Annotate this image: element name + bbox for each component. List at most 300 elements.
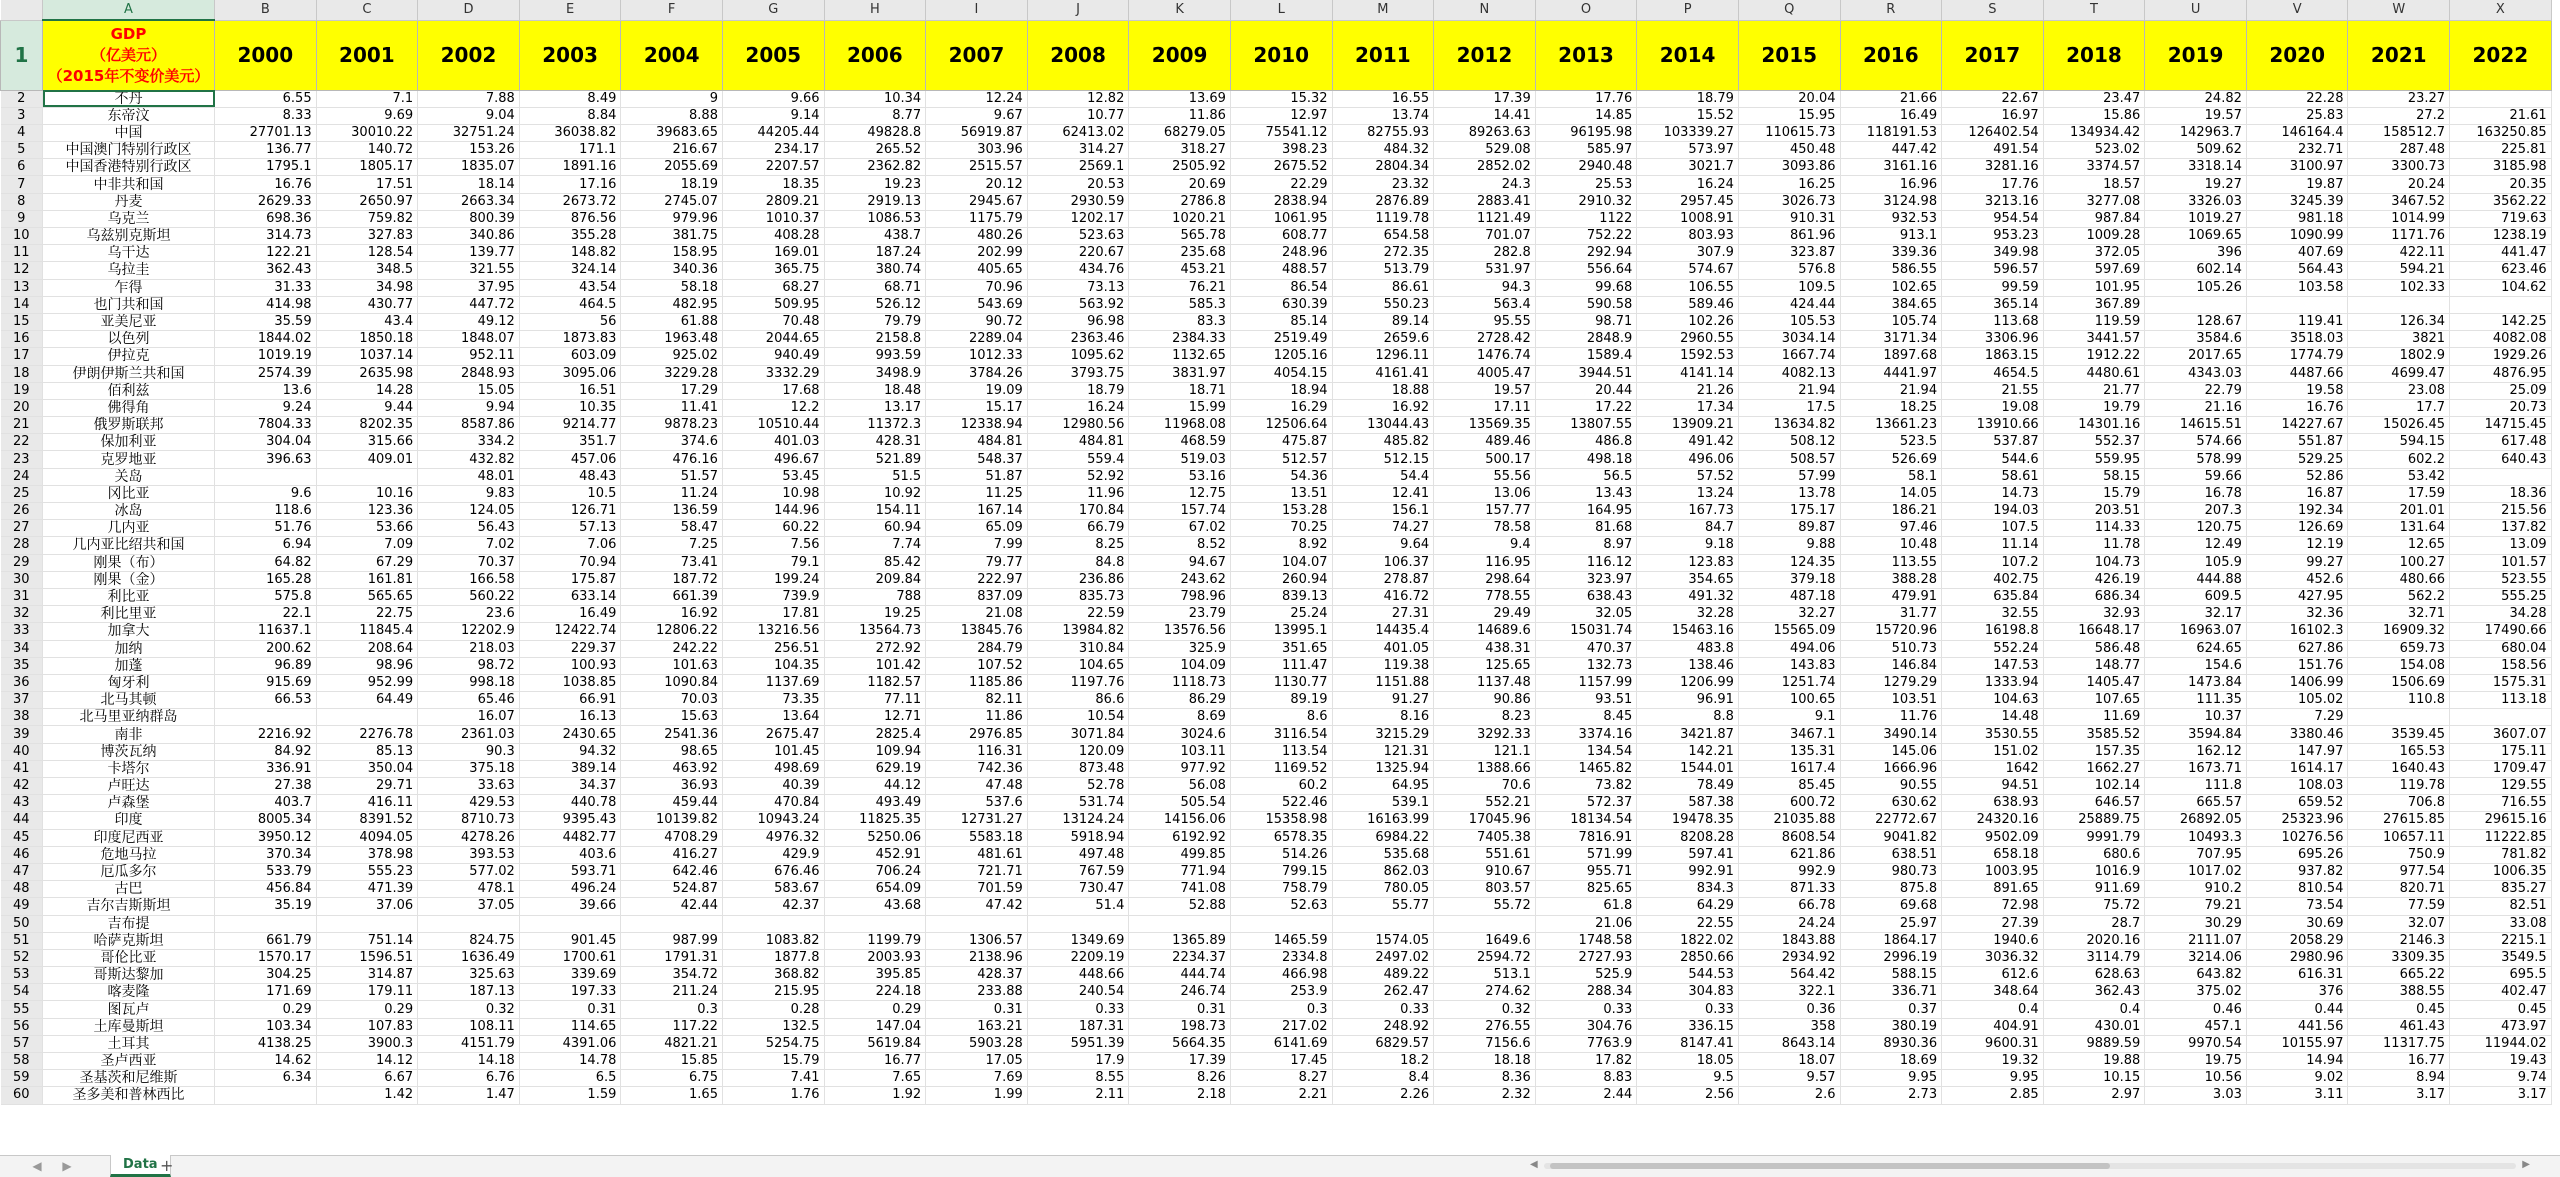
gdp-value-cell[interactable]: 11222.85	[2450, 829, 2552, 846]
gdp-value-cell[interactable]: 18.94	[1230, 382, 1332, 399]
gdp-value-cell[interactable]: 1095.62	[1027, 348, 1129, 365]
gdp-value-cell[interactable]: 66.79	[1027, 520, 1129, 537]
gdp-value-cell[interactable]: 16.25	[1738, 176, 1840, 193]
country-cell[interactable]: 吉布提	[43, 915, 215, 932]
gdp-value-cell[interactable]: 32751.24	[418, 124, 520, 141]
gdp-value-cell[interactable]: 1642	[1942, 760, 2044, 777]
gdp-value-cell[interactable]: 348.5	[316, 262, 418, 279]
gdp-value-cell[interactable]: 1086.53	[824, 210, 926, 227]
gdp-value-cell[interactable]: 64.29	[1637, 898, 1739, 915]
gdp-value-cell[interactable]: 0.29	[316, 1001, 418, 1018]
gdp-value-cell[interactable]: 158512.7	[2348, 124, 2450, 141]
gdp-value-cell[interactable]: 22.1	[215, 606, 317, 623]
gdp-value-cell[interactable]: 3100.97	[2246, 159, 2348, 176]
gdp-value-cell[interactable]: 594.15	[2348, 434, 2450, 451]
year-header-cell[interactable]: 2002	[418, 20, 520, 90]
gdp-value-cell[interactable]: 624.65	[2145, 640, 2247, 657]
gdp-value-cell[interactable]: 16.49	[519, 606, 621, 623]
gdp-value-cell[interactable]: 13.51	[1230, 485, 1332, 502]
gdp-value-cell[interactable]: 240.54	[1027, 984, 1129, 1001]
gdp-value-cell[interactable]: 103.11	[1129, 743, 1231, 760]
gdp-value-cell[interactable]: 14.05	[1840, 485, 1942, 502]
gdp-value-cell[interactable]: 576.8	[1738, 262, 1840, 279]
gdp-value-cell[interactable]: 483.8	[1637, 640, 1739, 657]
gdp-value-cell[interactable]: 20.04	[1738, 90, 1840, 107]
row-number[interactable]: 54	[1, 984, 43, 1001]
gdp-value-cell[interactable]: 602.2	[2348, 451, 2450, 468]
gdp-value-cell[interactable]: 8.45	[1535, 709, 1637, 726]
gdp-value-cell[interactable]: 980.73	[1840, 863, 1942, 880]
gdp-value-cell[interactable]: 12.82	[1027, 90, 1129, 107]
gdp-value-cell[interactable]: 284.79	[926, 640, 1028, 657]
gdp-value-cell[interactable]: 1863.15	[1942, 348, 2044, 365]
gdp-value-cell[interactable]: 2497.02	[1332, 949, 1434, 966]
gdp-value-cell[interactable]: 55.56	[1434, 468, 1536, 485]
gdp-value-cell[interactable]: 148.77	[2043, 657, 2145, 674]
gdp-value-cell[interactable]: 90.86	[1434, 692, 1536, 709]
gdp-value-cell[interactable]: 954.54	[1942, 210, 2044, 227]
gdp-value-cell[interactable]: 16.49	[1840, 107, 1942, 124]
gdp-value-cell[interactable]: 3584.6	[2145, 331, 2247, 348]
gdp-value-cell[interactable]: 563.92	[1027, 296, 1129, 313]
gdp-value-cell[interactable]: 145.06	[1840, 743, 1942, 760]
gdp-value-cell[interactable]: 574.66	[2145, 434, 2247, 451]
gdp-value-cell[interactable]: 325.9	[1129, 640, 1231, 657]
gdp-value-cell[interactable]: 810.54	[2246, 881, 2348, 898]
gdp-value-cell[interactable]: 16.51	[519, 382, 621, 399]
gdp-value-cell[interactable]: 25.24	[1230, 606, 1332, 623]
gdp-value-cell[interactable]: 11.76	[1840, 709, 1942, 726]
gdp-value-cell[interactable]: 11.41	[621, 399, 723, 416]
gdp-value-cell[interactable]: 32.36	[2246, 606, 2348, 623]
gdp-value-cell[interactable]: 521.89	[824, 451, 926, 468]
gdp-value-cell[interactable]: 1157.99	[1535, 674, 1637, 691]
gdp-value-cell[interactable]: 8.88	[621, 107, 723, 124]
gdp-value-cell[interactable]: 18.25	[1840, 399, 1942, 416]
gdp-value-cell[interactable]: 81.68	[1535, 520, 1637, 537]
gdp-value-cell[interactable]: 165.53	[2348, 743, 2450, 760]
gdp-value-cell[interactable]: 560.22	[418, 588, 520, 605]
row-number[interactable]: 1	[1, 20, 43, 90]
gdp-value-cell[interactable]: 998.18	[418, 674, 520, 691]
country-cell[interactable]: 卢森堡	[43, 795, 215, 812]
gdp-value-cell[interactable]: 58.61	[1942, 468, 2044, 485]
gdp-value-cell[interactable]: 105.53	[1738, 313, 1840, 330]
gdp-value-cell[interactable]: 22.67	[1942, 90, 2044, 107]
gdp-value-cell[interactable]: 256.51	[722, 640, 824, 657]
gdp-value-cell[interactable]: 721.71	[926, 863, 1028, 880]
gdp-value-cell[interactable]: 77.11	[824, 692, 926, 709]
gdp-value-cell[interactable]: 2020.16	[2043, 932, 2145, 949]
gdp-value-cell[interactable]: 803.57	[1434, 881, 1536, 898]
gdp-value-cell[interactable]: 14301.16	[2043, 417, 2145, 434]
country-cell[interactable]: 危地马拉	[43, 846, 215, 863]
year-header-cell[interactable]: 2021	[2348, 20, 2450, 90]
gdp-value-cell[interactable]: 234.17	[722, 142, 824, 159]
gdp-value-cell[interactable]: 9.66	[722, 90, 824, 107]
gdp-value-cell[interactable]: 3539.45	[2348, 726, 2450, 743]
gdp-value-cell[interactable]: 2883.41	[1434, 193, 1536, 210]
gdp-value-cell[interactable]: 22.75	[316, 606, 418, 623]
gdp-value-cell[interactable]: 98.72	[418, 657, 520, 674]
gdp-value-cell[interactable]: 304.83	[1637, 984, 1739, 1001]
gdp-value-cell[interactable]: 2234.37	[1129, 949, 1231, 966]
gdp-value-cell[interactable]: 3034.14	[1738, 331, 1840, 348]
gdp-value-cell[interactable]: 354.65	[1637, 571, 1739, 588]
gdp-value-cell[interactable]: 2876.89	[1332, 193, 1434, 210]
gdp-value-cell[interactable]: 643.82	[2145, 967, 2247, 984]
gdp-value-cell[interactable]: 17.45	[1230, 1053, 1332, 1070]
gdp-value-cell[interactable]: 4082.13	[1738, 365, 1840, 382]
gdp-value-cell[interactable]: 3793.75	[1027, 365, 1129, 382]
gdp-value-cell[interactable]: 232.71	[2246, 142, 2348, 159]
gdp-value-cell[interactable]: 479.91	[1840, 588, 1942, 605]
gdp-value-cell[interactable]	[2348, 709, 2450, 726]
gdp-value-cell[interactable]: 99.27	[2246, 554, 2348, 571]
gdp-value-cell[interactable]: 508.57	[1738, 451, 1840, 468]
gdp-value-cell[interactable]: 2.73	[1840, 1087, 1942, 1104]
gdp-value-cell[interactable]: 19.79	[2043, 399, 2145, 416]
gdp-value-cell[interactable]: 5664.35	[1129, 1035, 1231, 1052]
gdp-value-cell[interactable]: 21.26	[1637, 382, 1739, 399]
gdp-value-cell[interactable]: 13909.21	[1637, 417, 1739, 434]
row-number[interactable]: 23	[1, 451, 43, 468]
scrollbar-thumb[interactable]	[1550, 1163, 2110, 1169]
gdp-value-cell[interactable]: 665.57	[2145, 795, 2247, 812]
gdp-value-cell[interactable]: 1802.9	[2348, 348, 2450, 365]
gdp-value-cell[interactable]: 447.42	[1840, 142, 1942, 159]
gdp-value-cell[interactable]: 33.08	[2450, 915, 2552, 932]
row-number[interactable]: 38	[1, 709, 43, 726]
gdp-value-cell[interactable]: 70.96	[926, 279, 1028, 296]
gdp-value-cell[interactable]: 14.73	[1942, 485, 2044, 502]
gdp-value-cell[interactable]	[215, 468, 317, 485]
gdp-value-cell[interactable]: 6.75	[621, 1070, 723, 1087]
gdp-value-cell[interactable]: 18.36	[2450, 485, 2552, 502]
gdp-value-cell[interactable]: 12806.22	[621, 623, 723, 640]
gdp-value-cell[interactable]: 42.44	[621, 898, 723, 915]
gdp-value-cell[interactable]: 10155.97	[2246, 1035, 2348, 1052]
gdp-value-cell[interactable]: 2945.67	[926, 193, 1028, 210]
gdp-value-cell[interactable]	[2246, 296, 2348, 313]
gdp-value-cell[interactable]: 49828.8	[824, 124, 926, 141]
gdp-value-cell[interactable]: 7.69	[926, 1070, 1028, 1087]
gdp-value-cell[interactable]: 752.22	[1535, 228, 1637, 245]
gdp-value-cell[interactable]: 1.99	[926, 1087, 1028, 1104]
gdp-value-cell[interactable]: 388.55	[2348, 984, 2450, 1001]
gdp-value-cell[interactable]: 19.58	[2246, 382, 2348, 399]
gdp-value-cell[interactable]: 304.25	[215, 967, 317, 984]
gdp-value-cell[interactable]: 96.91	[1637, 692, 1739, 709]
gdp-value-cell[interactable]: 89.19	[1230, 692, 1332, 709]
gdp-value-cell[interactable]: 134934.42	[2043, 124, 2145, 141]
gdp-value-cell[interactable]: 2055.69	[621, 159, 723, 176]
gdp-value-cell[interactable]: 19.25	[824, 606, 926, 623]
gdp-value-cell[interactable]: 523.02	[2043, 142, 2145, 159]
country-cell[interactable]: 亚美尼亚	[43, 313, 215, 330]
gdp-value-cell[interactable]: 85.14	[1230, 313, 1332, 330]
gdp-value-cell[interactable]: 799.15	[1230, 863, 1332, 880]
gdp-value-cell[interactable]: 187.72	[621, 571, 723, 588]
gdp-value-cell[interactable]: 2505.92	[1129, 159, 1231, 176]
column-header[interactable]: E	[519, 0, 621, 20]
gdp-value-cell[interactable]: 14689.6	[1434, 623, 1536, 640]
gdp-value-cell[interactable]: 1791.31	[621, 949, 723, 966]
gdp-value-cell[interactable]: 7.41	[722, 1070, 824, 1087]
gdp-value-cell[interactable]: 60.2	[1230, 778, 1332, 795]
gdp-value-cell[interactable]: 101.63	[621, 657, 723, 674]
row-number[interactable]: 34	[1, 640, 43, 657]
gdp-value-cell[interactable]: 153.26	[418, 142, 520, 159]
gdp-value-cell[interactable]: 233.88	[926, 984, 1028, 1001]
row-number[interactable]: 44	[1, 812, 43, 829]
gdp-value-cell[interactable]: 10.15	[2043, 1070, 2145, 1087]
gdp-value-cell[interactable]: 444.88	[2145, 571, 2247, 588]
gdp-value-cell[interactable]: 59.66	[2145, 468, 2247, 485]
row-number[interactable]: 25	[1, 485, 43, 502]
gdp-value-cell[interactable]: 56919.87	[926, 124, 1028, 141]
column-header[interactable]: F	[621, 0, 723, 20]
row-number[interactable]: 6	[1, 159, 43, 176]
row-number[interactable]: 28	[1, 537, 43, 554]
gdp-value-cell[interactable]: 336.91	[215, 760, 317, 777]
gdp-value-cell[interactable]: 1465.82	[1535, 760, 1637, 777]
gdp-value-cell[interactable]: 15.85	[621, 1053, 723, 1070]
gdp-value-cell[interactable]: 901.45	[519, 932, 621, 949]
gdp-value-cell[interactable]: 5254.75	[722, 1035, 824, 1052]
gdp-value-cell[interactable]: 12.41	[1332, 485, 1434, 502]
gdp-value-cell[interactable]: 658.18	[1942, 846, 2044, 863]
gdp-value-cell[interactable]: 2848.93	[418, 365, 520, 382]
gdp-value-cell[interactable]: 1506.69	[2348, 674, 2450, 691]
gdp-value-cell[interactable]: 381.75	[621, 228, 723, 245]
gdp-value-cell[interactable]: 1017.02	[2145, 863, 2247, 880]
gdp-value-cell[interactable]: 18.69	[1840, 1053, 1942, 1070]
gdp-value-cell[interactable]: 4161.41	[1332, 365, 1434, 382]
gdp-value-cell[interactable]: 103.58	[2246, 279, 2348, 296]
gdp-value-cell[interactable]: 3490.14	[1840, 726, 1942, 743]
gdp-value-cell[interactable]: 66.78	[1738, 898, 1840, 915]
gdp-value-cell[interactable]: 15.05	[418, 382, 520, 399]
gdp-value-cell[interactable]: 9991.79	[2043, 829, 2145, 846]
gdp-value-cell[interactable]: 17.34	[1637, 399, 1739, 416]
gdp-value-cell[interactable]: 70.37	[418, 554, 520, 571]
gdp-value-cell[interactable]: 2158.8	[824, 331, 926, 348]
row-number[interactable]: 59	[1, 1070, 43, 1087]
gdp-value-cell[interactable]: 14156.06	[1129, 812, 1231, 829]
gdp-value-cell[interactable]: 0.31	[519, 1001, 621, 1018]
gdp-value-cell[interactable]: 14.12	[316, 1053, 418, 1070]
gdp-value-cell[interactable]: 1171.76	[2348, 228, 2450, 245]
gdp-value-cell[interactable]: 2276.78	[316, 726, 418, 743]
gdp-value-cell[interactable]: 3374.16	[1535, 726, 1637, 743]
gdp-value-cell[interactable]: 1175.79	[926, 210, 1028, 227]
country-cell[interactable]: 北马里亚纳群岛	[43, 709, 215, 726]
gdp-value-cell[interactable]: 132.73	[1535, 657, 1637, 674]
gdp-value-cell[interactable]: 57.99	[1738, 468, 1840, 485]
gdp-value-cell[interactable]: 563.4	[1434, 296, 1536, 313]
gdp-value-cell[interactable]: 834.3	[1637, 881, 1739, 898]
year-header-cell[interactable]: 2011	[1332, 20, 1434, 90]
gdp-value-cell[interactable]: 565.65	[316, 588, 418, 605]
gdp-value-cell[interactable]: 1182.57	[824, 674, 926, 691]
gdp-value-cell[interactable]: 156.1	[1332, 503, 1434, 520]
gdp-value-cell[interactable]: 51.87	[926, 468, 1028, 485]
gdp-value-cell[interactable]: 526.12	[824, 296, 926, 313]
gdp-value-cell[interactable]: 952.99	[316, 674, 418, 691]
gdp-value-cell[interactable]: 106.37	[1332, 554, 1434, 571]
gdp-value-cell[interactable]: 9.69	[316, 107, 418, 124]
gdp-value-cell[interactable]: 3026.73	[1738, 193, 1840, 210]
gdp-value-cell[interactable]: 28.7	[2043, 915, 2145, 932]
gdp-value-cell[interactable]: 602.14	[2145, 262, 2247, 279]
gdp-value-cell[interactable]: 253.9	[1230, 984, 1332, 1001]
gdp-value-cell[interactable]: 552.21	[1434, 795, 1536, 812]
gdp-value-cell[interactable]: 798.96	[1129, 588, 1231, 605]
gdp-value-cell[interactable]: 0.4	[2043, 1001, 2145, 1018]
gdp-value-cell[interactable]: 117.22	[621, 1018, 723, 1035]
gdp-value-cell[interactable]: 11372.3	[824, 417, 926, 434]
gdp-value-cell[interactable]: 9.83	[418, 485, 520, 502]
gdp-value-cell[interactable]	[2450, 296, 2552, 313]
gdp-value-cell[interactable]: 1.42	[316, 1087, 418, 1104]
gdp-value-cell[interactable]: 2635.98	[316, 365, 418, 382]
gdp-value-cell[interactable]: 565.78	[1129, 228, 1231, 245]
gdp-value-cell[interactable]: 0.31	[926, 1001, 1028, 1018]
gdp-value-cell[interactable]: 14.28	[316, 382, 418, 399]
gdp-value-cell[interactable]: 2.26	[1332, 1087, 1434, 1104]
gdp-value-cell[interactable]: 27.39	[1942, 915, 2044, 932]
gdp-value-cell[interactable]: 6192.92	[1129, 829, 1231, 846]
gdp-value-cell[interactable]: 470.37	[1535, 640, 1637, 657]
gdp-value-cell[interactable]: 14.78	[519, 1053, 621, 1070]
gdp-value-cell[interactable]: 4082.08	[2450, 331, 2552, 348]
gdp-value-cell[interactable]: 18.35	[722, 176, 824, 193]
gdp-value-cell[interactable]: 9395.43	[519, 812, 621, 829]
gdp-value-cell[interactable]: 396	[2145, 245, 2247, 262]
gdp-value-cell[interactable]: 27.31	[1332, 606, 1434, 623]
add-sheet-icon[interactable]: +	[160, 1156, 174, 1175]
gdp-value-cell[interactable]: 51.57	[621, 468, 723, 485]
gdp-value-cell[interactable]: 23.32	[1332, 176, 1434, 193]
gdp-value-cell[interactable]: 2980.96	[2246, 949, 2348, 966]
year-header-cell[interactable]: 2020	[2246, 20, 2348, 90]
gdp-value-cell[interactable]: 17.9	[1027, 1053, 1129, 1070]
gdp-value-cell[interactable]: 485.82	[1332, 434, 1434, 451]
gdp-value-cell[interactable]: 4482.77	[519, 829, 621, 846]
gdp-value-cell[interactable]: 583.67	[722, 881, 824, 898]
gdp-value-cell[interactable]: 512.15	[1332, 451, 1434, 468]
gdp-value-cell[interactable]: 40.39	[722, 778, 824, 795]
gdp-value-cell[interactable]: 0.46	[2145, 1001, 2247, 1018]
gdp-value-cell[interactable]: 54.36	[1230, 468, 1332, 485]
gdp-value-cell[interactable]: 3594.84	[2145, 726, 2247, 743]
gdp-value-cell[interactable]: 2138.96	[926, 949, 1028, 966]
gdp-value-cell[interactable]: 3498.9	[824, 365, 926, 382]
year-header-cell[interactable]: 2003	[519, 20, 621, 90]
gdp-value-cell[interactable]: 134.54	[1535, 743, 1637, 760]
gdp-value-cell[interactable]: 10.56	[2145, 1070, 2247, 1087]
gdp-value-cell[interactable]: 35.19	[215, 898, 317, 915]
gdp-value-cell[interactable]: 78.58	[1434, 520, 1536, 537]
gdp-value-cell[interactable]: 12338.94	[926, 417, 1028, 434]
gdp-value-cell[interactable]: 27.38	[215, 778, 317, 795]
gdp-value-cell[interactable]: 3421.87	[1637, 726, 1739, 743]
gdp-value-cell[interactable]: 379.18	[1738, 571, 1840, 588]
gdp-value-cell[interactable]: 73.13	[1027, 279, 1129, 296]
gdp-value-cell[interactable]: 15.32	[1230, 90, 1332, 107]
gdp-value-cell[interactable]: 66.53	[215, 692, 317, 709]
gdp-value-cell[interactable]: 955.71	[1535, 863, 1637, 880]
gdp-value-cell[interactable]: 154.6	[2145, 657, 2247, 674]
gdp-value-cell[interactable]: 496.24	[519, 881, 621, 898]
gdp-value-cell[interactable]: 315.66	[316, 434, 418, 451]
country-cell[interactable]: 乌兹别克斯坦	[43, 228, 215, 245]
gdp-value-cell[interactable]: 109.94	[824, 743, 926, 760]
gdp-value-cell[interactable]: 13.6	[215, 382, 317, 399]
gdp-value-cell[interactable]: 952.11	[418, 348, 520, 365]
gdp-value-cell[interactable]: 27615.85	[2348, 812, 2450, 829]
gdp-value-cell[interactable]: 463.92	[621, 760, 723, 777]
gdp-value-cell[interactable]: 7.74	[824, 537, 926, 554]
gdp-value-cell[interactable]: 10.92	[824, 485, 926, 502]
gdp-value-cell[interactable]: 635.84	[1942, 588, 2044, 605]
gdp-value-cell[interactable]: 37.06	[316, 898, 418, 915]
gdp-value-cell[interactable]: 102.65	[1840, 279, 1942, 296]
gdp-value-cell[interactable]: 276.55	[1434, 1018, 1536, 1035]
gdp-value-cell[interactable]: 55.77	[1332, 898, 1434, 915]
gdp-value-cell[interactable]: 1596.51	[316, 949, 418, 966]
gdp-value-cell[interactable]: 203.51	[2043, 503, 2145, 520]
gdp-value-cell[interactable]: 187.24	[824, 245, 926, 262]
gdp-value-cell[interactable]: 8.97	[1535, 537, 1637, 554]
gdp-value-cell[interactable]: 543.69	[926, 296, 1028, 313]
gdp-value-cell[interactable]: 9.24	[215, 399, 317, 416]
year-header-cell[interactable]: 2019	[2145, 20, 2247, 90]
row-number[interactable]: 11	[1, 245, 43, 262]
gdp-value-cell[interactable]: 2910.32	[1535, 193, 1637, 210]
gdp-value-cell[interactable]: 19.57	[2145, 107, 2247, 124]
gdp-value-cell[interactable]: 21.77	[2043, 382, 2145, 399]
gdp-value-cell[interactable]: 70.94	[519, 554, 621, 571]
gdp-value-cell[interactable]: 351.7	[519, 434, 621, 451]
gdp-value-cell[interactable]: 441.56	[2246, 1018, 2348, 1035]
gdp-value-cell[interactable]: 118191.53	[1840, 124, 1942, 141]
gdp-value-cell[interactable]: 62413.02	[1027, 124, 1129, 141]
gdp-value-cell[interactable]: 440.78	[519, 795, 621, 812]
gdp-value-cell[interactable]: 7.25	[621, 537, 723, 554]
gdp-value-cell[interactable]: 170.84	[1027, 503, 1129, 520]
gdp-value-cell[interactable]: 2569.1	[1027, 159, 1129, 176]
gdp-value-cell[interactable]: 52.63	[1230, 898, 1332, 915]
gdp-value-cell[interactable]: 11.14	[1942, 537, 2044, 554]
column-header[interactable]: P	[1637, 0, 1739, 20]
gdp-value-cell[interactable]: 86.61	[1332, 279, 1434, 296]
gdp-value-cell[interactable]: 388.28	[1840, 571, 1942, 588]
gdp-value-cell[interactable]: 461.43	[2348, 1018, 2450, 1035]
gdp-value-cell[interactable]: 136.59	[621, 503, 723, 520]
gdp-value-cell[interactable]: 1843.88	[1738, 932, 1840, 949]
gdp-value-cell[interactable]: 56.08	[1129, 778, 1231, 795]
gdp-value-cell[interactable]: 17.68	[722, 382, 824, 399]
gdp-value-cell[interactable]: 13.24	[1637, 485, 1739, 502]
gdp-value-cell[interactable]: 131.64	[2348, 520, 2450, 537]
gdp-value-cell[interactable]: 13044.43	[1332, 417, 1434, 434]
gdp-value-cell[interactable]: 0.3	[1230, 1001, 1332, 1018]
gdp-value-cell[interactable]: 8.16	[1332, 709, 1434, 726]
gdp-value-cell[interactable]: 51.76	[215, 520, 317, 537]
year-header-cell[interactable]: 2005	[722, 20, 824, 90]
